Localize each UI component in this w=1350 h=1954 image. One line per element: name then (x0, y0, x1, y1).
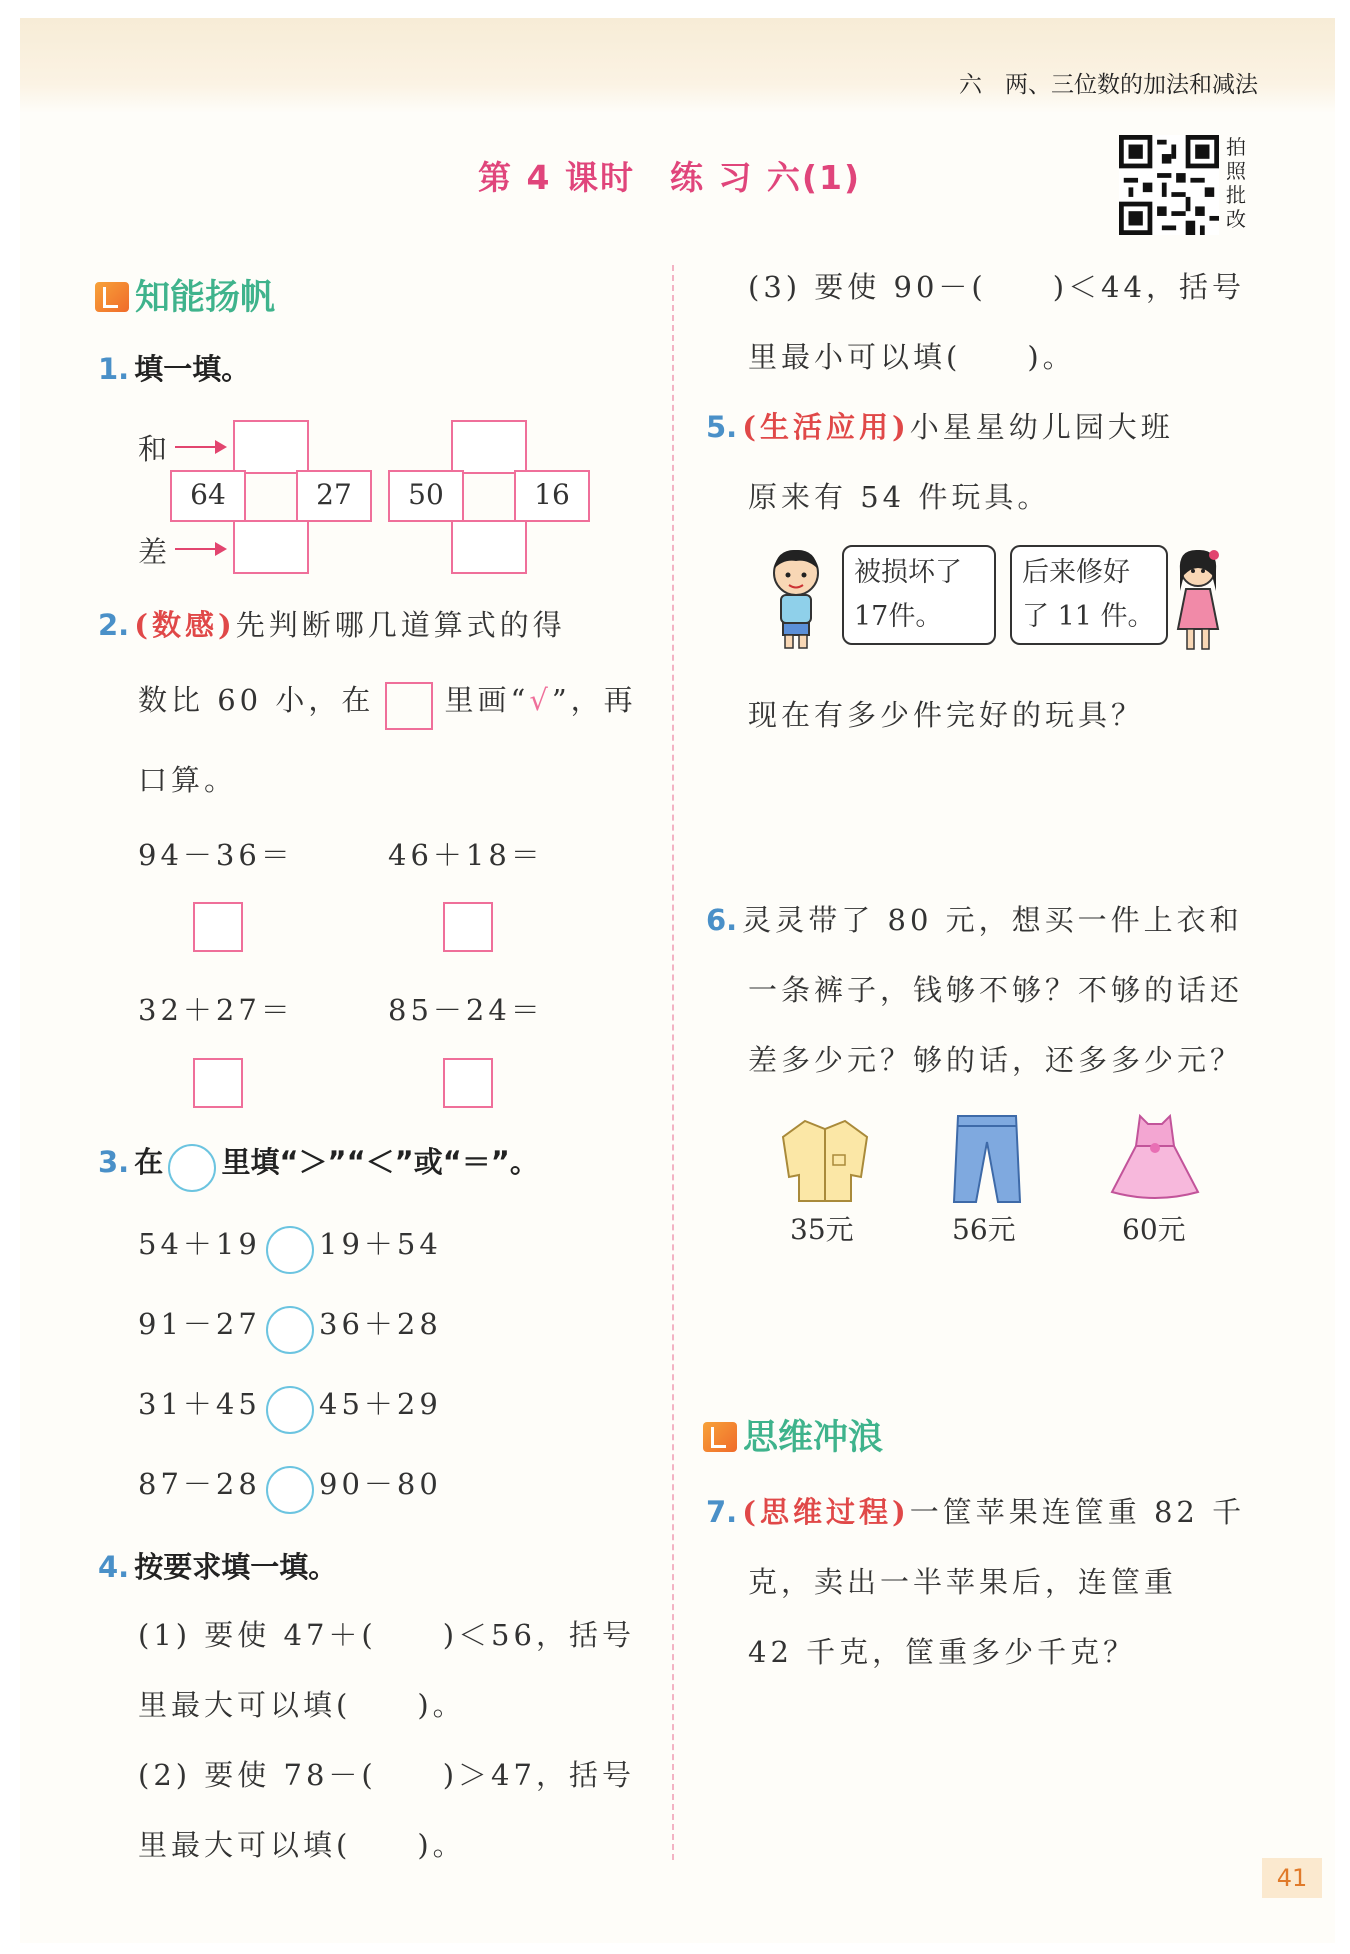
question-text: 里最小可以填( )。 (748, 340, 1076, 374)
question-number: 4. (98, 1550, 130, 1584)
question-text: 差多少元？够的话，还多多少元？ (748, 1043, 1244, 1077)
boy-illustration-icon (763, 545, 829, 650)
check-mark-icon: √ (529, 683, 552, 717)
question-number: 6. (706, 903, 738, 937)
bubble-line: 了 11 件。 (1022, 601, 1155, 632)
question-text: 在 (134, 1145, 164, 1179)
answer-box-sum-1[interactable] (233, 420, 309, 474)
compare-right: 90－80 (319, 1467, 442, 1501)
answer-box-sum-2[interactable] (451, 420, 527, 474)
check-box[interactable] (193, 902, 243, 952)
compare-circle[interactable] (266, 1306, 314, 1354)
qr-caption: 拍照批改 (1226, 135, 1246, 231)
number-box: 50 (388, 470, 464, 522)
question-number: 5. (706, 410, 738, 444)
question-text: 灵灵带了 80 元，想买一件上衣和 (742, 903, 1243, 937)
page-number: 41 (1262, 1858, 1322, 1898)
question-text: (3) 要使 90－( )＜44，括号 (748, 270, 1245, 304)
circle-symbol (168, 1144, 216, 1192)
question-text: 口算。 (138, 763, 238, 797)
expression: 46＋18＝ (388, 838, 544, 872)
dress-icon (1108, 1112, 1202, 1204)
trousers-icon (950, 1112, 1024, 1206)
sail-icon (95, 282, 129, 312)
question-text: 一条裤子，钱够不够？不够的话还 (748, 973, 1244, 1007)
label-difference: 差 (138, 535, 172, 569)
number-box: 27 (296, 470, 372, 522)
question-text: 按要求填一填。 (134, 1550, 338, 1584)
compare-circle[interactable] (266, 1386, 314, 1434)
number-box: 16 (514, 470, 590, 522)
question-text: (1) 要使 47＋( )＜56，括号 (138, 1618, 635, 1652)
question-4-header (98, 1545, 337, 1586)
box-symbol (385, 682, 433, 730)
question-text: 克，卖出一半苹果后，连筐重 (748, 1565, 1178, 1599)
question-2-line-2 (138, 678, 637, 730)
check-box[interactable] (443, 1058, 493, 1108)
compare-circle[interactable] (266, 1466, 314, 1514)
question-number: 2. (98, 608, 130, 642)
question-text: ”，再 (551, 683, 637, 717)
question-number: 7. (706, 1495, 738, 1529)
compare-left: 87－28 (138, 1467, 261, 1501)
question-2-line-1 (98, 603, 566, 644)
check-box[interactable] (193, 1058, 243, 1108)
question-text: 一筐苹果连筐重 82 千 (909, 1495, 1246, 1529)
question-tag: (数感) (134, 608, 236, 642)
question-text: 42 千克，筐重多少千克？ (748, 1635, 1137, 1669)
question-text: 现在有多少件完好的玩具？ (748, 698, 1145, 732)
price-label: 35元 (790, 1213, 854, 1246)
price-label: 60元 (1122, 1213, 1186, 1246)
jacket-icon (775, 1115, 875, 1205)
chapter-title: 六 两、三位数的加法和减法 (959, 72, 1258, 98)
section-title: 思维冲浪 (743, 1418, 884, 1458)
girl-illustration-icon (1172, 545, 1224, 655)
compare-right: 45＋29 (319, 1387, 442, 1421)
question-number: 3. (98, 1145, 130, 1179)
bubble-line: 17件。 (854, 601, 943, 632)
column-divider (672, 265, 674, 1860)
section-title: 知能扬帆 (135, 278, 276, 318)
compare-left: 54＋19 (138, 1227, 261, 1261)
answer-box-diff-1[interactable] (233, 520, 309, 574)
question-text: 原来有 54 件玩具。 (748, 480, 1051, 514)
compare-row (138, 1462, 442, 1514)
wave-icon (703, 1422, 737, 1452)
question-text: 小星星幼儿园大班 (909, 410, 1174, 444)
bubble-line: 被损坏了 (854, 557, 962, 588)
expression: 85－24＝ (388, 993, 544, 1027)
question-text: 里最大可以填( )。 (138, 1688, 466, 1722)
check-box[interactable] (443, 902, 493, 952)
label-sum: 和 (138, 432, 172, 466)
question-text: 填一填。 (134, 352, 251, 386)
arrow-right-icon (175, 548, 225, 550)
question-text: 数比 60 小，在 (138, 683, 375, 717)
question-number: 1. (98, 352, 130, 386)
question-1-header (98, 347, 250, 388)
question-text: 里填“＞”“＜”或“＝”。 (221, 1145, 539, 1179)
compare-right: 36＋28 (319, 1307, 442, 1341)
arrow-right-icon (175, 446, 225, 448)
question-text: 先判断哪几道算式的得 (235, 608, 566, 642)
compare-row (138, 1302, 442, 1354)
question-text: (2) 要使 78－( )＞47，括号 (138, 1758, 635, 1792)
speech-bubble-2 (1010, 545, 1168, 645)
compare-right: 19＋54 (319, 1227, 442, 1261)
expression: 32＋27＝ (138, 993, 294, 1027)
question-7-line-1 (706, 1490, 1245, 1531)
question-3-header (98, 1140, 539, 1192)
section-heading-1 (95, 270, 275, 320)
number-box: 64 (170, 470, 246, 522)
qr-code-icon[interactable] (1118, 135, 1220, 235)
answer-box-diff-2[interactable] (451, 520, 527, 574)
question-tag: (生活应用) (742, 410, 910, 444)
question-text: 里最大可以填( )。 (138, 1828, 466, 1862)
section-heading-2 (703, 1410, 883, 1460)
question-tag: (思维过程) (742, 1495, 910, 1529)
question-5-line-1 (706, 405, 1174, 446)
compare-row (138, 1222, 442, 1274)
question-text: 里画“ (444, 683, 530, 717)
lesson-title: 第 4 课时 练 习 六(1) (478, 158, 862, 197)
question-6-line-1 (706, 898, 1243, 939)
compare-row (138, 1382, 442, 1434)
price-label: 56元 (952, 1213, 1016, 1246)
speech-bubble-1 (842, 545, 996, 645)
compare-circle[interactable] (266, 1226, 314, 1274)
bubble-line: 后来修好 (1022, 557, 1130, 588)
compare-left: 91－27 (138, 1307, 261, 1341)
compare-left: 31＋45 (138, 1387, 261, 1421)
expression: 94－36＝ (138, 838, 294, 872)
